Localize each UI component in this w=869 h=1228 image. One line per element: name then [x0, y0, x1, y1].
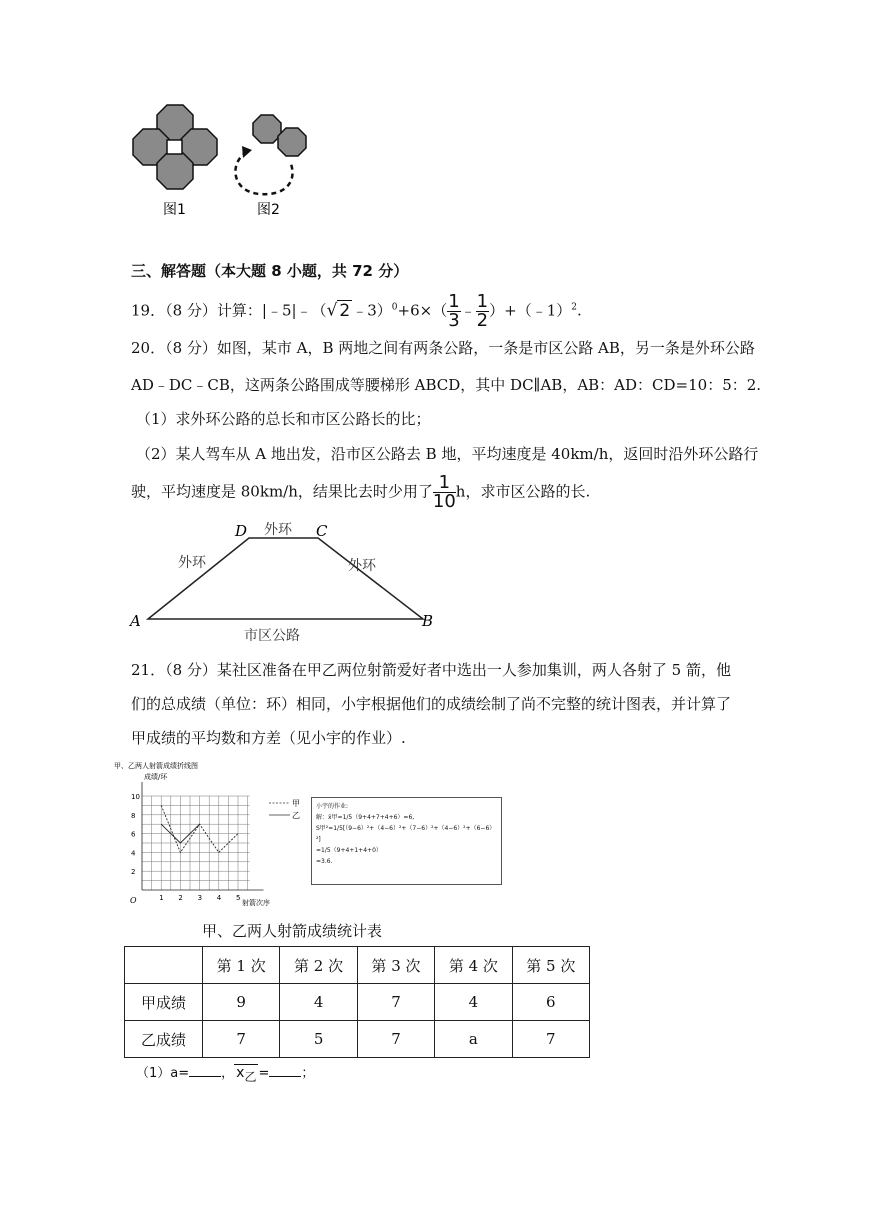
q19-end: . — [576, 301, 582, 320]
q20-line1: 20．（8 分）如图，某市 A，B 两地之间有两条公路，一条是市区公路 AB，另一条是外环公路 — [131, 339, 755, 357]
y-tick-label: 2 — [131, 868, 136, 877]
q21-part1-mid: ， — [221, 1066, 235, 1081]
x-tick-label: 4 — [216, 894, 222, 902]
q19-mid: +6×（ — [397, 301, 448, 320]
q21-line2: 们的总成绩（单位：环）相同，小宇根据他们的成绩绘制了尚不完整的统计图表，并计算了 — [131, 695, 732, 713]
table-row — [125, 1021, 590, 1058]
q19-minus: ﹣ — [460, 301, 476, 320]
table-header-row — [125, 947, 590, 984]
table-cell: 乙成绩 — [125, 1021, 203, 1058]
q20-frac: $\frac{1}{10}$ — [432, 472, 456, 512]
table-cell: 7 — [357, 1021, 434, 1058]
homework-line1: 解：x̄甲=1/5（9+4+7+4+6）=6, — [316, 814, 415, 821]
fig2-octagon-1 — [253, 115, 281, 143]
point-C: C — [316, 522, 328, 540]
point-A: A — [130, 612, 141, 630]
table-row — [125, 984, 590, 1021]
homework-line3: =1/5（9+4+1+4+0） — [316, 847, 382, 854]
label-outer-right: 外环 — [348, 558, 376, 574]
y-tick-label: 4 — [131, 849, 136, 858]
q21-part1-pre: （1）a= — [136, 1066, 190, 1081]
q21-part1 — [136, 1062, 314, 1085]
score-table — [124, 946, 590, 1058]
table-cell: a — [435, 1021, 512, 1058]
fig1-center-square — [167, 140, 182, 154]
table-header-cell — [125, 947, 203, 984]
homework-line2: S甲²=1/5[（9−6）²+（4−6）²+（7−6）²+（4−6）²+（6−6）²] — [316, 825, 496, 843]
table-caption: 甲、乙两人射箭成绩统计表 — [202, 922, 383, 940]
legend-jia: 甲 — [292, 799, 300, 808]
q20-part2b-pre: 驶，平均速度是 80km/h，结果比去时少用了 — [131, 482, 433, 501]
chart-origin: O — [130, 896, 137, 905]
x-tick-label: 1 — [159, 894, 164, 902]
q19-prefix: 19．（8 分）计算：|﹣5|﹣（ — [131, 301, 327, 320]
chart-axes — [142, 782, 264, 890]
shooting-line-chart — [110, 758, 270, 908]
fig2-label: 图2 — [257, 202, 280, 218]
label-outer-left: 外环 — [178, 555, 206, 571]
table-cell: 4 — [435, 984, 512, 1021]
x-tick-label: 2 — [178, 894, 183, 902]
q20-part1: （1）求外环公路的总长和市区公路长的比； — [136, 410, 431, 428]
trapezoid-shape — [148, 538, 423, 619]
chart-grid — [142, 796, 250, 890]
x-tick-label: 5 — [236, 894, 241, 902]
chart-y-axis-label: 成绩/环 — [144, 773, 168, 781]
fig2-arrow-head — [242, 146, 252, 158]
homework-box — [311, 797, 502, 885]
q21-line1: 21．（8 分）某社区准备在甲乙两位射箭爱好者中选出一人参加集训，两人各射了 5 箭，他 — [131, 661, 731, 679]
point-D: D — [235, 522, 248, 540]
q19-frac1: $\frac{1}{3}$ — [448, 291, 460, 331]
table-cell: 7 — [203, 1021, 280, 1058]
legend-yi: 乙 — [292, 811, 300, 820]
point-B: B — [422, 612, 434, 630]
label-city-road: 市区公路 — [244, 628, 300, 644]
q21-part1-end: ； — [301, 1066, 315, 1081]
q19: 19．（8 分）计算：|﹣5|﹣（√ 2 ﹣3）$^0$+6×（ $\frac{1}{3}$ ﹣ $\frac{1}{2}$ ）+（﹣1）$^2$. — [131, 291, 582, 331]
q21-eq: = — [258, 1066, 270, 1081]
table-cell: 甲成绩 — [125, 984, 203, 1021]
chart-title: 甲、乙两人射箭成绩折线图 — [114, 762, 198, 770]
x-tick-label: 3 — [197, 894, 203, 902]
table-header-cell: 第 4 次 — [435, 947, 512, 984]
xbar-yi: $x_乙$ — [236, 1065, 257, 1084]
table-cell: 7 — [357, 984, 434, 1021]
q20-line2: AD﹣DC﹣CB，这两条公路围成等腰梯形 ABCD，其中 DC∥AB，AB：AD：CD=10：5：2. — [131, 376, 762, 394]
table-cell: 6 — [512, 984, 589, 1021]
table-header-cell: 第 5 次 — [512, 947, 589, 984]
homework-line4: =3.6. — [316, 858, 333, 865]
table-cell: 5 — [280, 1021, 357, 1058]
q20-part2: （2）某人驾车从 A 地出发，沿市区公路去 B 地，平均速度是 40km/h，返回时沿外环公路行 — [136, 445, 759, 463]
fig1-octagon-bottom — [157, 153, 193, 189]
fig2-octagon-2 — [278, 128, 306, 156]
chart-x-axis-label: 射箭次序 — [242, 899, 270, 907]
answer-blank-mean[interactable] — [269, 1064, 301, 1077]
y-tick-label: 8 — [131, 811, 136, 820]
y-tick-label: 10 — [131, 793, 140, 801]
chart-legend — [268, 798, 308, 822]
q19-frac2: $\frac{1}{2}$ — [476, 291, 489, 331]
q19-sqrt: 2 — [339, 300, 351, 321]
q19-sup0: 0 — [391, 302, 398, 313]
q20-part2b — [131, 474, 590, 511]
trapezoid-diagram — [128, 518, 440, 646]
q19-sup2: 2 — [571, 302, 577, 313]
section-title: 三、解答题（本大题 8 小题，共 72 分） — [131, 262, 409, 280]
table-header-cell: 第 2 次 — [280, 947, 357, 984]
q19-after-sqrt: ﹣3） — [352, 301, 392, 320]
q19-tail: ）+（﹣1） — [489, 301, 572, 320]
table-header-cell: 第 3 次 — [357, 947, 434, 984]
label-outer-top: 外环 — [264, 522, 292, 538]
table-cell: 9 — [203, 984, 280, 1021]
q21-line3: 甲成绩的平均数和方差（见小宇的作业）. — [131, 729, 406, 747]
y-tick-label: 6 — [131, 830, 136, 839]
fig1-label: 图1 — [163, 202, 186, 218]
octagon-figures — [125, 100, 325, 225]
table-cell: 4 — [280, 984, 357, 1021]
answer-blank-a[interactable] — [189, 1064, 221, 1077]
fig2-rotation-arrow — [235, 152, 292, 194]
homework-title: 小宇的作业: — [316, 803, 349, 810]
table-header-cell: 第 1 次 — [203, 947, 280, 984]
q20-part2b-post: h，求市区公路的长. — [455, 482, 591, 501]
table-cell: 7 — [512, 1021, 589, 1058]
